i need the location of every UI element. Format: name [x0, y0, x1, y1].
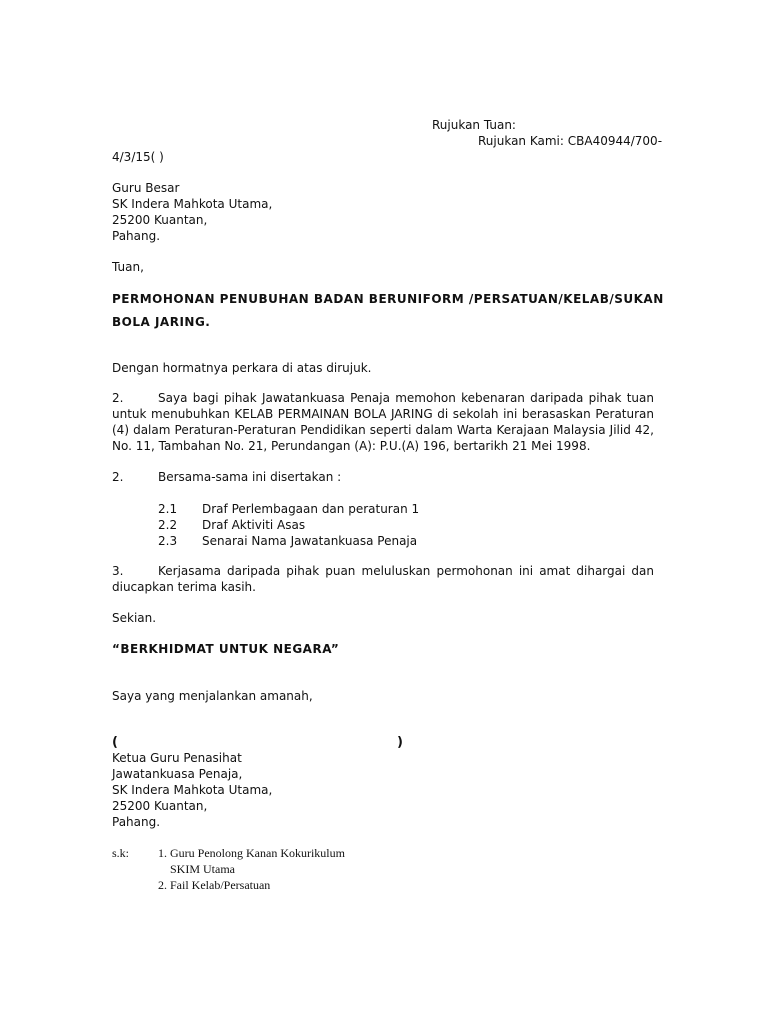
signoff-text: Saya yang menjalankan amanah, [112, 689, 313, 703]
signature-address [112, 750, 272, 830]
reference-rujukan-kami-cont: 4/3/15( ) [112, 150, 164, 164]
paragraph-text: Bersama-sama ini disertakan : [158, 470, 342, 484]
signature-open-paren: ( [112, 735, 119, 750]
cc-item-number: 1. [158, 846, 167, 860]
subject-line-2: BOLA JARING. [112, 315, 211, 329]
list-item-label: Senarai Nama Jawatankuasa Penaja [202, 534, 418, 548]
recipient-line: 25200 Kuantan, [112, 213, 208, 227]
list-item-number: 2.1 [158, 502, 178, 516]
paragraph-application [112, 390, 654, 454]
signature-line: Pahang. [112, 815, 161, 829]
cc-label: s.k: [112, 846, 130, 860]
list-item-number: 2.3 [158, 534, 178, 548]
signature-line: Ketua Guru Penasihat [112, 751, 242, 765]
cc-item-continuation: SKIM Utama [170, 862, 235, 876]
list-item [158, 501, 419, 517]
paragraph-number: 2. [112, 391, 124, 405]
list-item [158, 517, 419, 533]
reference-rujukan-tuan: Rujukan Tuan: [432, 118, 516, 132]
cc-list [158, 845, 345, 893]
list-item-label: Draf Aktiviti Asas [202, 518, 306, 532]
signature-line: SK Indera Mahkota Utama, [112, 783, 273, 797]
list-item-number: 2.2 [158, 518, 178, 532]
signature-close-paren: ) [397, 735, 404, 750]
recipient-line: Pahang. [112, 229, 161, 243]
motto: “BERKHIDMAT UNTUK NEGARA” [112, 642, 340, 656]
recipient-address [112, 180, 272, 244]
recipient-line: SK Indera Mahkota Utama, [112, 197, 273, 211]
signature-line: Jawatankuasa Penaja, [112, 767, 243, 781]
recipient-line: Guru Besar [112, 181, 180, 195]
salutation: Tuan, [112, 260, 144, 274]
intro-text: Dengan hormatnya perkara di atas dirujuk. [112, 361, 372, 375]
closing-text: Sekian. [112, 611, 157, 625]
subject-line-1: PERMOHONAN PENUBUHAN BADAN BERUNIFORM /PERSATUAN/KELAB/SUKAN [112, 292, 664, 306]
paragraph-attachments [112, 469, 341, 485]
attachment-list [158, 501, 419, 549]
cc-item-number: 2. [158, 878, 167, 892]
cc-item [158, 845, 345, 861]
cc-item-label: Guru Penolong Kanan Kokurikulum [170, 846, 345, 860]
paragraph-number: 3. [112, 564, 124, 578]
signature-line: 25200 Kuantan, [112, 799, 208, 813]
reference-rujukan-kami: Rujukan Kami: CBA40944/700- [478, 134, 663, 148]
paragraph-text: Saya bagi pihak Jawatankuasa Penaja memohon kebenaran daripada pihak tuan untuk menubuhkan KELAB PERMAINAN BOLA JARING di sekolah ini berasaskan Peraturan (4) dalam Peraturan-Peraturan Pendidikan seperti dalam Warta Kerajaan Malaysia Jilid 42, No. 11, Tambahan No. 21, Perundangan (A): P.U.(A) 196, bertarikh 21 Mei 1998. [112, 391, 654, 453]
list-item [158, 533, 419, 549]
paragraph-text: Kerjasama daripada pihak puan meluluskan permohonan ini amat dihargai dan diucapkan terima kasih. [112, 564, 654, 594]
cc-item [158, 877, 345, 893]
list-item-label: Draf Perlembagaan dan peraturan 1 [202, 502, 420, 516]
cc-item-label: Fail Kelab/Persatuan [170, 878, 271, 892]
paragraph-thanks [112, 563, 654, 595]
paragraph-number: 2. [112, 470, 124, 484]
